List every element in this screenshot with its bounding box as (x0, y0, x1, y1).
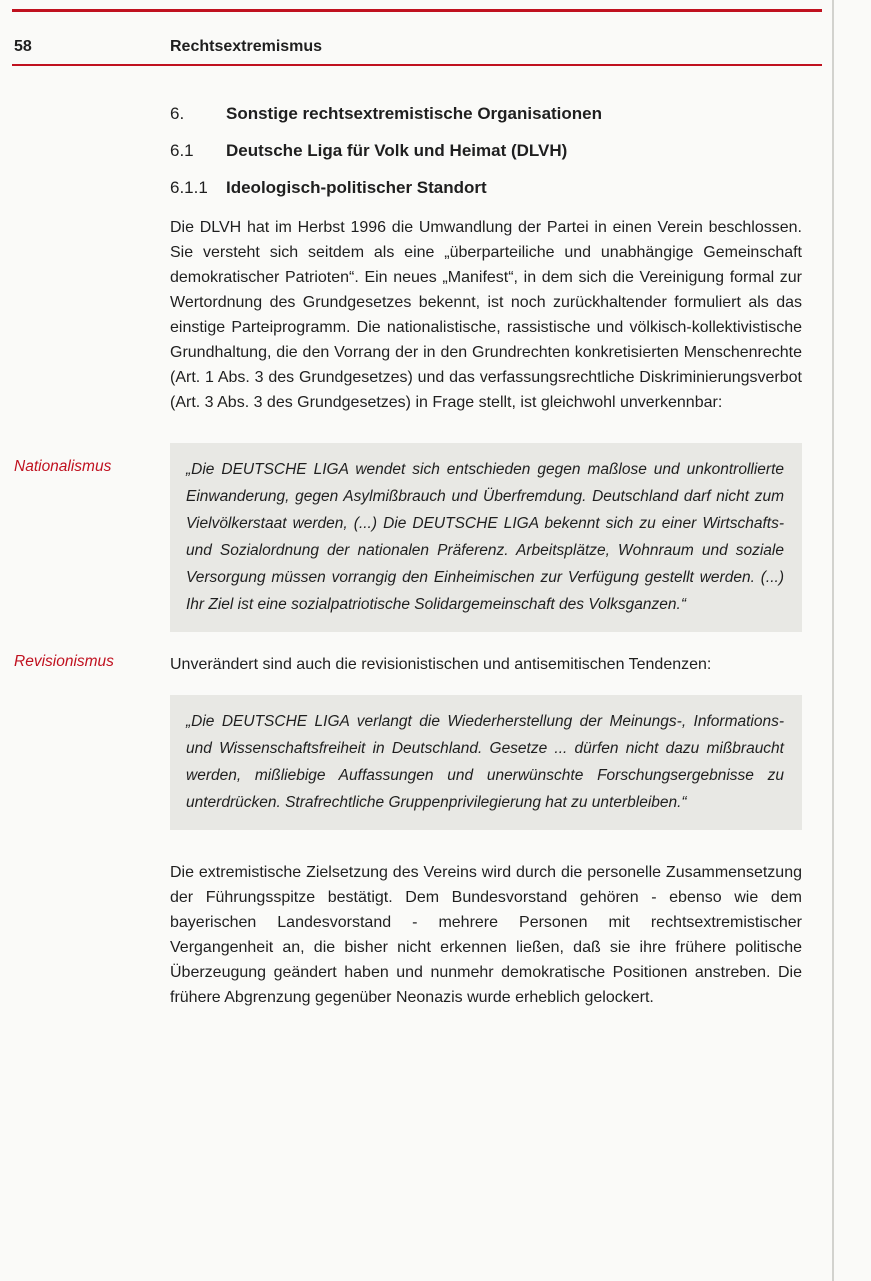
page-edge-shadow (832, 0, 834, 1281)
margin-label-revisionismus: Revisionismus (14, 653, 114, 670)
section-title: Sonstige rechtsextremistische Organisationen (226, 104, 603, 123)
quote-block (170, 443, 802, 632)
quote-text: „Die DEUTSCHE LIGA wendet sich entschieden gegen maßlose und unkontrollierte Einwanderung, gegen Asylmißbrauch und Überfremdung. Deutschland darf nicht zum Vielvölkerstaat werden, (...) Die DEUTSCHE LIGA bekennt sich zu einer Wirtschafts- und Sozialordnung der nationalen Präferenz. Arbeitsplätze, Wohnraum und soziale Versorgung müssen vorrangig den Einheimischen zur Verfügung gestellt werden. (...) Ihr Ziel ist eine sozialpatriotische Solidargemeinschaft des Volksganzen.“ (186, 461, 784, 613)
section-heading-6-1-1 (170, 178, 802, 198)
body-paragraph: Die DLVH hat im Herbst 1996 die Umwandlung der Partei in einen Verein beschlossen. Sie versteht sich seitdem als eine „überparteiliche und unabhängige Gemeinschaft demokratischer Patrioten“. Ein neues „Manifest“, in dem sich die Vereinigung formal zur Wertordnung des Grundgesetzes bekennt, ist noch zurückhaltender formuliert als das einstige Parteiprogramm. Die nationalistische, rassistische und völkisch-kollektivistische Grundhaltung, die den Vorrang der in den Grundrechten konkretisierten Menschenrechte (Art. 1 Abs. 3 des Grundgesetzes) und das verfassungsrechtliche Diskriminierungsverbot (Art. 3 Abs. 3 des Grundgesetzes) in Frage stellt, ist gleichwohl unverkennbar: (170, 219, 802, 411)
headings-block (14, 104, 802, 215)
page-number: 58 (14, 38, 32, 55)
spacer (14, 433, 802, 443)
running-header: Rechtsextremismus (170, 38, 323, 55)
body-paragraph: Unverändert sind auch die revisionistischen und antisemitischen Tendenzen: (170, 656, 712, 673)
paragraph-block-3 (14, 860, 802, 1028)
section-heading-6-1 (170, 141, 802, 161)
section-title: Ideologisch-politischer Standort (226, 178, 487, 197)
paragraph-block-1 (14, 215, 802, 433)
section-title: Deutsche Liga für Volk und Heimat (DLVH) (226, 141, 568, 160)
section-number: 6.1 (170, 141, 194, 160)
margin-label-nationalismus: Nationalismus (14, 458, 112, 475)
spacer (14, 850, 802, 860)
page-content (14, 104, 802, 1028)
quote-text: „Die DEUTSCHE LIGA verlangt die Wiederherstellung der Meinungs-, Informations- und Wissenschaftsfreiheit in Deutschland. Gesetze ... dürfen nicht dazu mißbraucht werden, mißliebige Auffassungen und unerwünschte Forschungsergebnisse zu unterdrücken. Strafrechtliche Gruppenprivilegierung hat zu unterbleiben.“ (186, 713, 784, 811)
section-number: 6. (170, 104, 185, 123)
quote-block-2-row (14, 695, 802, 850)
page-header (14, 38, 822, 56)
paragraph-block-2 (14, 652, 802, 695)
top-rule (12, 9, 822, 12)
body-paragraph: Die extremistische Zielsetzung des Vereins wird durch die personelle Zusammensetzung der Führungsspitze bestätigt. Dem Bundesvorstand gehören - ebenso wie dem bayerischen Landesvorstand - mehrere Personen mit rechtsextremistischer Vergangenheit an, die bisher nicht erkennen ließen, daß sie ihre frühere politische Überzeugung geändert haben und nunmehr demokratische Positionen anstreben. Die frühere Abgrenzung gegenüber Neonazis wurde erheblich gelockert. (170, 864, 802, 1006)
section-number: 6.1.1 (170, 178, 208, 197)
quote-block-1-row (14, 443, 802, 652)
quote-block (170, 695, 802, 830)
section-heading-6 (170, 104, 802, 124)
header-rule (12, 64, 822, 66)
